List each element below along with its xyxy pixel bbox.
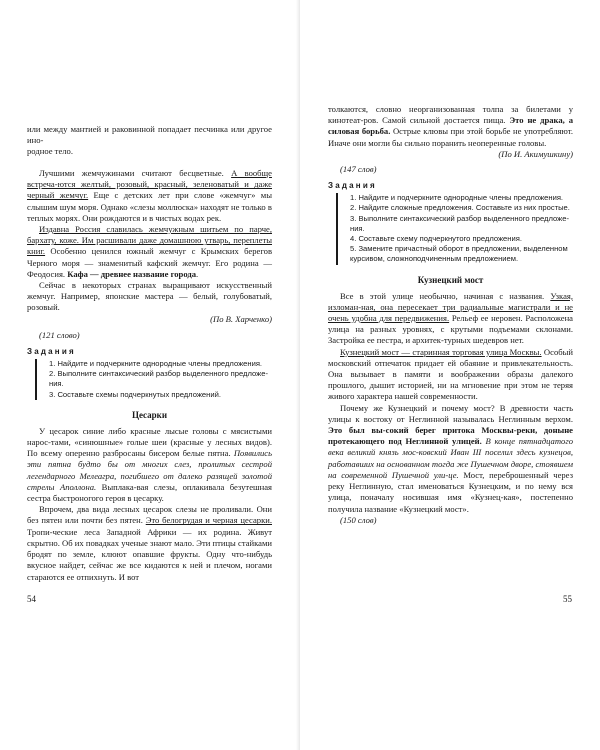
underlined-sentence: Издавна Россия славилась жемчужным шитьем по парче, бархату, коже. Им расшивали даже домашнюю утварь, переплеты книг. <box>27 224 272 257</box>
task-item: 2. Выполните синтаксический разбор выделенного предложе-ния. <box>49 369 268 389</box>
pearls-paragraph-1 <box>27 168 272 224</box>
page-number: 55 <box>563 594 572 604</box>
body-text: толкаются, словно неорганизованная толпа за билетами у кинотеат-ров. Самой сильной достается пища. <box>328 104 573 126</box>
task-item: 3. Выполните синтаксический разбор выделенного предложе-ния. <box>350 213 569 233</box>
underlined-sentence: Это белогрудая и черная цесарки. <box>145 515 272 526</box>
word-count: (121 слово) <box>39 329 80 340</box>
pearls-text: Еще с детских лет при слове «жемчуг» мы слышим шум моря. Однако «слезы моллюска» находят не только в теплых морях. Они рождаются и в чистых водах рек. <box>27 190 272 223</box>
fragment-line: или между мантией и раковинной попадает песчинка или другое ино- <box>27 124 272 146</box>
right-page <box>300 0 600 750</box>
underlined-sentence: А вообще встреча-ются желтый, розовый, красный, зеленоватый и даже черный жемчуг. <box>27 168 272 201</box>
task-item: 5. Замените причастный оборот в предложении, выделенном курсивом, сложноподчиненным предложением. <box>350 244 568 264</box>
tasks-list <box>35 359 272 400</box>
bold-sentence: Это был вы-сокий берег притока Москвы-реки, доныне протекающего под Неглинной улицей. <box>328 425 573 447</box>
word-count: (147 слов) <box>340 164 377 175</box>
body-text: Почему же Кузнецкий и почему мост? В древности часть улицы к востоку от Неглинной называлась Неглинным верхом. <box>328 402 573 424</box>
pearls-paragraph-2 <box>27 224 272 280</box>
top-fragment <box>27 124 272 158</box>
bold-sentence: Кафа — древнее название города <box>67 268 197 279</box>
body-text: Выплака-вая слезы, оплакивала безутешная сестра быстроногого героя в цесарку. <box>27 481 272 504</box>
task-item: 4. Составьте схему подчеркнутого предложения. <box>350 234 522 244</box>
body-text: Мост, переброшенный через реку Неглинную, стал именоваться Кузнецким, и по нему вся улица, поначалу носившая имя «Кузнец-кая», постепенно получила название «Кузнецкий мост». <box>328 469 573 514</box>
task-item: 3. Составьте схемы подчеркнутых предложений. <box>49 389 221 399</box>
tasks-heading: Задания <box>27 347 76 357</box>
word-count: (150 слов) <box>340 514 377 525</box>
italic-sentence: Появились эти пятна будто бы от многих слез, пролитых сестрой легендарного Мелеагра, погибшего от далеко разящей золотой стрелы Аполлона. <box>27 448 272 492</box>
bold-sentence: Это не драка, а силовая борьба. <box>328 115 573 137</box>
body-text: Тропи-ческие леса Западной Африки — их родина. Живут скрытно. Об их повадках ученые знают мало. Эти птицы стайками бродят по земле, клюют опавшие фрукты. Одну что-нибудь вкусное найдет, сейчас же все кидаются к ней и плечом, ногами стараются ее отпихнуть. И вот <box>27 526 272 582</box>
body-text: Впрочем, два вида лесных цесарок слезы не проливали. Они без пятен или почти без пятен. <box>27 504 272 526</box>
continued-paragraph <box>328 104 573 149</box>
body-text: Рельеф ее неровен. Расположена улица на разных уровнях, с крутыми подъемами склонами. Застройка ее пестра, и архитек-турных шедевров нет. <box>328 313 573 346</box>
body-text: Особый московский отпечаток придает ей обаяние и привлекательность. Она вызывает в памяти и воображении образы далекого прошлого, дышит историей, ни на мгновение при этом не теряя живого характера нашей современности. <box>328 346 573 402</box>
bridge-paragraph-3 <box>328 403 573 515</box>
tasks-heading: Задания <box>328 181 377 191</box>
italic-sentence: В конце пятнадцатого века великий князь мос-ковский Иван III поселил здесь кузнецов, работавших на основанном тогда же Пушечном дворе, стоявшем на современной Пушечной ули-це. <box>328 436 573 480</box>
task-item: 1. Найдите и подчеркните однородные члены предложения. <box>49 359 263 369</box>
page-number: 54 <box>27 594 36 604</box>
pearls-text: . <box>196 268 199 279</box>
pearls-paragraph-3: Сейчас в некоторых странах выращивают искусственный жемчуг. Например, японские мастера — белый, голубоватый, розовый. <box>27 280 272 313</box>
left-column <box>27 124 272 162</box>
guineafowl-paragraph-1 <box>27 426 272 504</box>
section-title: Цесарки <box>131 409 168 420</box>
fragment-line: родное тело. <box>27 146 73 157</box>
guineafowl-paragraph-2 <box>27 504 272 582</box>
underlined-sentence: Кузнецкий мост — старинная торговая улица Москвы. <box>340 346 542 357</box>
pearls-text: Особенно ценился южный жемчуг с Крымских берегов Черного моря — знаменитый кафский жемчуг. Его родина — Феодосия. <box>27 246 272 279</box>
tasks-list <box>336 193 573 264</box>
section-title: Кузнецкий мост <box>417 274 484 285</box>
bridge-paragraph-1 <box>328 291 573 347</box>
pearls-sentence: Лучшими жемчужинами считают бесцветные. <box>39 168 232 178</box>
underlined-sentence: Узкая, изломан-ная, она пересекает три радиальные магистрали и не очень удобна для передвижения. <box>328 290 573 324</box>
source-attribution: (По И. Акимушкину) <box>498 148 573 159</box>
body-text: У цесарок синие либо красные лысые головы с мясистыми нарос-тами, «синюшные» голые шеи (красные у лесных видов). По всему оперенно разбросаны бисером белые пятна. <box>27 425 272 459</box>
body-text: Острые клювы при этой борьбе не употребляют. Иначе они могли бы сильно поранить неоперенные головы. <box>328 126 573 148</box>
body-text: Все в этой улице необычно, начиная с названия. <box>340 290 551 301</box>
task-item: 2. Найдите сложные предложения. Составьте из них простые. <box>350 203 570 213</box>
right-column <box>328 104 573 526</box>
bridge-paragraph-2 <box>328 347 573 403</box>
source-attribution: (По В. Харченко) <box>210 313 272 324</box>
task-item: 1. Найдите и подчеркните однородные члены предложения. <box>350 193 564 203</box>
left-column-main <box>27 168 272 583</box>
